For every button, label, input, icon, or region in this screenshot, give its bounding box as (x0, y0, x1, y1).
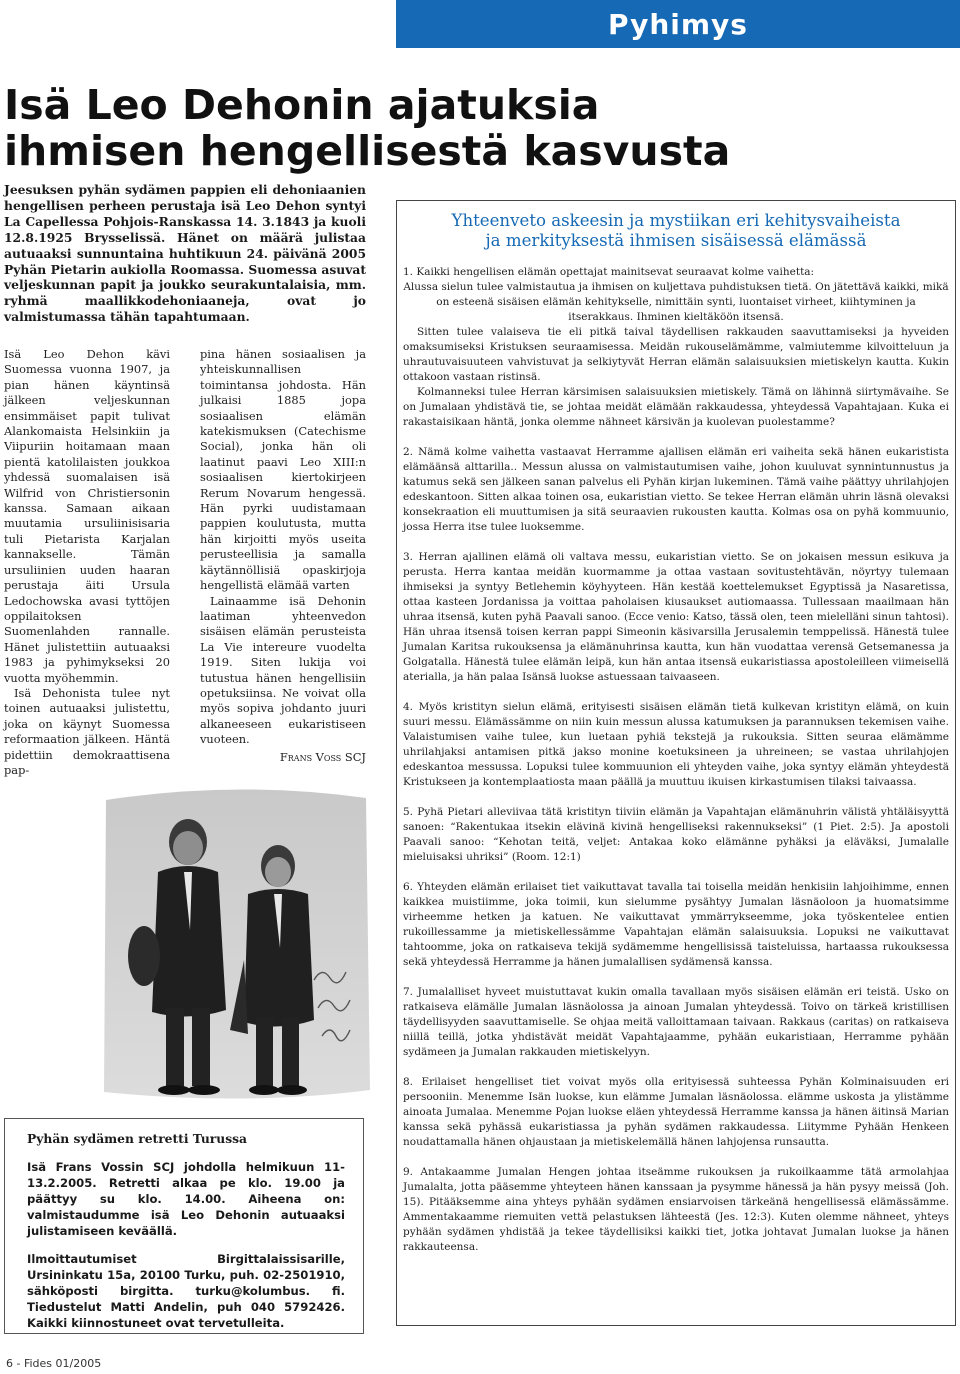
historic-photo (96, 780, 374, 1110)
title-line-2: ihmisen hengellisestä kasvusta (4, 127, 731, 175)
summary-point-2 (403, 445, 949, 535)
page-footer: 6 - Fides 01/2005 (6, 1357, 102, 1370)
lead-text: Jeesuksen pyhän sydämen pappien eli dehoniaanien hengellisen perheen perustaja isä Leo Dehon syntyi La Capellessa Pohjois-Ranskassa 14. 3.1843 ja kuoli 12.8.1925 Brysselissä. Hänet on määrä julistaa autuaaksi sunnuntaina huhtikuun 24. päivänä 2005 Pyhän Pietarin aukiolla Roomassa. Suomessa asuvat veljeskunnan papit ja joukko seurakuntalaisia, mm. ryhmä maallikkodehoniaaneja, ovat jo valmistumassa tähän tapahtumaan. (4, 182, 366, 325)
summary-title-line-1: Yhteenveto askeesin ja mystiikan eri kehitysvaiheista (451, 211, 901, 230)
body-paragraph: pina hänen sosiaalisen ja yhteiskunnallisen toimintansa johdosta. Hän julkaisi 1885 jopa sosiaalisen elämän katekismuksen (Catechisme Social), jonka hän oli laatinut paavi Leo XIII:n sosiaalisen kiertokirjeen Rerum Novarum hengessä. Hän pyrki uudistamaan pappien koulutusta, mutta hän kirjoitti myös useita perusteellisia ja samalla käytännöllisiä opaskirjoja hengellistä elämää varten (200, 347, 366, 593)
retreat-announcement (4, 1118, 364, 1334)
body-column-1 (4, 347, 170, 778)
retreat-title: Pyhän sydämen retretti Turussa (27, 1131, 248, 1146)
body-paragraph: Isä Leo Dehon kävi Suomessa vuonna 1907, ja pian hänen käyntinsä jälkeen veljeskunnan ensimmäiset papit tulivat Alankomaista Helsinkiin ja Viipuriin hoitamaan maan pientä katolilaisten joukkoa yhdessä suomalaisen isä Wilfrid von Christiersonin kanssa. Samaan aikaan muutamia ursuliinisisaria tuli Pietarista Karjalan kannakselle. Tämän ursuliinien uuden haaran perustaja äiti Ursula Ledochowska avasi tyttöjen oppilaitoksen Suomenlahden rannalle. Hänet julistettiin autuaaksi 1983 ja pyhimykseksi 20 vuotta myöhemmin. (4, 347, 170, 685)
summary-sidebar (396, 200, 956, 1326)
lead-paragraph (4, 182, 366, 325)
author-byline: Frans Voss SCJ (279, 749, 366, 764)
summary-title-line-2: ja merkityksestä ihmisen sisäisessä elämässä (485, 231, 867, 250)
retreat-registration: Ilmoittautumiset Birgittalaissisarille, Ursininkatu 15a, 20100 Turku, puh. 02-2501910, sähköposti birgitta. turku@kolumbus. fi. Tiedustelut Matti Andelin, puh 040 5792426. Kaikki kiinnostuneet ovat tervetulleita. (27, 1252, 345, 1331)
summary-point-4 (403, 700, 949, 790)
summary-point-9 (403, 1165, 949, 1255)
point-text: Sitten tulee valaiseva tie eli pitkä taival täydellisen rakkauden saavuttamiseksi ja hyveiden omaksumiseksi Kristuksen seuraamisessa. Meidän rukouselämämme, valmiutemme kilvoitteluun ja uhrautuvaisuuteen vahvistuvat ja selkiytyvät Herran elämän salaisuuksien mietiskelyn kautta. Kukin ottakoon vastaan ristinsä. (403, 326, 949, 383)
retreat-details: Isä Frans Vossin SCJ johdolla helmikuun 11-13.2.2005. Retretti alkaa pe klo. 19.00 ja päättyy su klo. 14.00. Aiheena on: valmistaudumme isä Leo Dehonin autuaaksi julistamiseen keväällä. (27, 1159, 345, 1238)
summary-point-3 (403, 550, 949, 685)
point-text: 5. Pyhä Pietari alleviivaa tätä kristityn tiiviin elämän ja Vapahtajan elämänuhrin välistä yhtäläisyyttä sanoen: “Rakentukaa itsekin elävinä kivinä hengelliseksi rakennukseksi” (1 Piet. 2:5). Ja apostoli Paavali sanoo: “Kehotan teitä, veljet: Antakaa koko elämänne pyhäksi ja eläväksi, Jumalalle mieluisaksi uhriksi” (Room. 12:1) (403, 806, 949, 863)
summary-point-8 (403, 1075, 949, 1150)
body-paragraph: Lainaamme isä Dehonin laatiman yhteenvedon sisäisen elämän perusteista La Vie intereure vuodelta 1919. Siten lukija voi tutustua hänen hengellisiin opetuksiinsa. Ne voivat olla myös sopiva johdanto juuri alkaneeseen eukaristiseen vuoteen. (200, 593, 366, 747)
point-text: 6. Yhteyden elämän erilaiset tiet vaikuttavat tavalla tai toisella meidän henkisiin lahjoihimme, ennen kaikkea muistiimme, joka toimii, kun sielumme pysähtyy Jumalan läsnäoloon ja huomatsimme virheemme hetken ja katuen. Ne vaikuttavat ymmärrykseemme, joka työskentelee entien rukoillessamme ja mietiskellessämme Vapahtajan elämän salaisuuksia. Lopuksi ne vaikuttavat tahtoomme, joka on ratkaiseva tekijä sydämemme hengellisissä taisteluissa, hartaassa rukouksessa sekä yhteydessä Herramme ja hänen jumalallisen sydämensä kanssa. (403, 881, 949, 968)
point-text: 8. Erilaiset hengelliset tiet voivat myös olla erityisessä suhteessa Pyhän Kolminaisuuden eri persooniin. Menemme Isän luokse, kun elämme Jumalan läsnäolossa. elämme uskosta ja ylistämme ainoata Jumalaa. Menemme Pojan luokse eläen yhteydessä Herramme kanssa ja hänen äitinsä Marian kanssa sekä pyhässä eukaristiassa ja pyhän sydämen rakkaudessa. Liitymme Pyhään Henkeen noudattamalla hänen ohjaustaan ja mietiskelemällä hänen lahjojensa runsautta. (403, 1076, 949, 1148)
point-text: 4. Myös kristityn sielun elämä, erityisesti sisäisen elämän tietä kulkevan kristityn elämä, on kuin suuri messu. Elämässämme on niin kuin messun alussa katumuksen ja parannuksen tekemisen vaihe. Valaistumisen vaihe tulee, kun luetaan pyhiä tekstejä ja rukouksia. Sitten seuraa elämämme uhrilahjaksi antamisen pitkä jakso monine koetuksineen ja uhreineen; se vastaa uhrilahjojen edeskantoa messussa. Lopuksi tulee kommuunion eli yhteyden vaihe, joka syntyy elämän yhteydestä Kristukseen ja kontemplaatiosta maan päällä ja muuttuu ikuisen kirkastumisen tilaksi taivaassa. (403, 701, 949, 788)
point-text: 9. Antakaamme Jumalan Hengen johtaa itseämme rukouksen ja rukoilkaamme tätä armolahjaa Jumalalta, jotta pääsemme yhteyteen hänen kanssaan ja pysymme hänessä ja hän pysyy meissä (Joh. 15). Pitääksemme aina yhteys pyhään sydämen ensiarvoisen tärkeänä hengellisessä elämässämme. Ammentakaamme riemuiten vettä pelastuksen lähteestä (Jes. 12:3). Kuten olemme nähneet, yhteys pyhään sydämen yhdistää ja tekee täydellisiksi kaikki tiet, jotka johtavat Jumalan luokse ja hänen rakkauteensa. (403, 1166, 949, 1253)
summary-point-1 (403, 265, 949, 430)
photo-illustration (96, 780, 374, 1110)
summary-point-5 (403, 805, 949, 865)
body-column-2 (200, 347, 366, 765)
point-text: Kolmanneksi tulee Herran kärsimisen salaisuuksien mietiskely. Tämä on lähinnä siirtymävaihe. Se on Jumalaan yhdistävä tie, se johtaa meidät elämään rakkaudessa, yhteydessä Vapahtajaan. Kuka ei rakastaisikaan häntä, jonka olemme nähneet kärsivän ja kuolevan puolestamme? (403, 386, 949, 428)
summary-point-6 (403, 880, 949, 970)
summary-point-7 (403, 985, 949, 1060)
point-text: 2. Nämä kolme vaihetta vastaavat Herramme ajallisen elämän eri vaiheita sekä hänen eukaristista elämäänsä alttarilla.. Messun alussa on valmistautumisen vaihe, johon kuuluvat synnintunnustus ja katumus sekä sen jälkeen sanan palvelus eli Pyhän kirjan lukeminen. Tämä vaihe päättyy uhrilahjojen edeskantoon. Sitten alkaa toinen osa, eukaristian vietto. Se tekee Herran elämän uhrin läsnä olevaksi konsekraation eli muuttumisen ja sitä seuraavien rukousten kautta. Kolmas osa on pyhä kommuunio, jossa Herra itse tulee luoksemme. (403, 446, 949, 533)
summary-title (403, 211, 949, 251)
point-text: 3. Herran ajallinen elämä oli valtava messu, eukaristian vietto. Se on jokaisen messun esikuva ja perusta. Herra kantaa meidän kuormamme ja ottaa vastaan sovitustehtävän, nöyrtyy tulemaan ihmiseksi ja syntyy Betlehemin köyhyyteen. Hän kestää koettelemukset Egyptissä ja Nasaretissa, ottaa kasteen Jordanissa ja voittaa paholaisen kiusaukset autiomaassa. Tullessaan maailmaan hän uhraa itsensä, kuten pyhä Paavali sanoo. (Ecce venio: Katso, tässä olen, teen mielelläni sinun tahtosi). Hän uhraa itsensä toisen kerran pappi Simeonin käsivarsilla Jerusalemin temppelissä. Hänestä tulee Jumalan Karitsa rukouksensa ja elämänuhrinsa kautta, kun hän vuodattaa verensä Getsemanessa ja Golgatalla. Hänestä tulee elämän leipä, kun hän antaa itsensä eukaristiassa apostoleilleen viimeisellä aterialla, ja hän palaa Isänsä luokse astuessaan taivaaseen. (403, 551, 949, 683)
article-title (4, 82, 764, 174)
section-label: Pyhimys (396, 0, 960, 48)
body-paragraph: Isä Dehonista tulee nyt toinen autuaaksi julistettu, joka on käynyt Suomessa reformaation jälkeen. Häntä pidettiin demokraattisena pap- (4, 685, 170, 777)
point-text: Alussa sielun tulee valmistautua ja ihmisen on kuljettava puhdistuksen tietä. On jätettävä kaikki, mikä on esteenä sisäisen elämän kehitykselle, nimittäin synti, luontaiset virheet, kiihtyminen ja itserakkaus. Ihminen kieltäköön itsensä. (403, 281, 949, 323)
point-text: 1. Kaikki hengellisen elämän opettajat mainitsevat seuraavat kolme vaihetta: (403, 266, 815, 278)
title-line-1: Isä Leo Dehonin ajatuksia (4, 81, 600, 129)
point-text: 7. Jumalalliset hyveet muistuttavat kukin omalla tavallaan myös sisäisen elämän eri teistä. Usko on ratkaiseva elämälle Jumalan läsnäolossa ja ainoan Jumalan yhteydessä. Toivo on tärkeä kristillisen täydellisyyden saavuttamiselle. Se ohjaa meitä valloittamaan taivaan. Rakkaus (caritas) on ratkaiseva niillä teillä, jotka yhdistävät meidät Vapahtajaamme, pyhään eukaristiaan, Herramme pyhään sydämeen ja Jumalan rakkauden mietiskelyyn. (403, 986, 949, 1058)
